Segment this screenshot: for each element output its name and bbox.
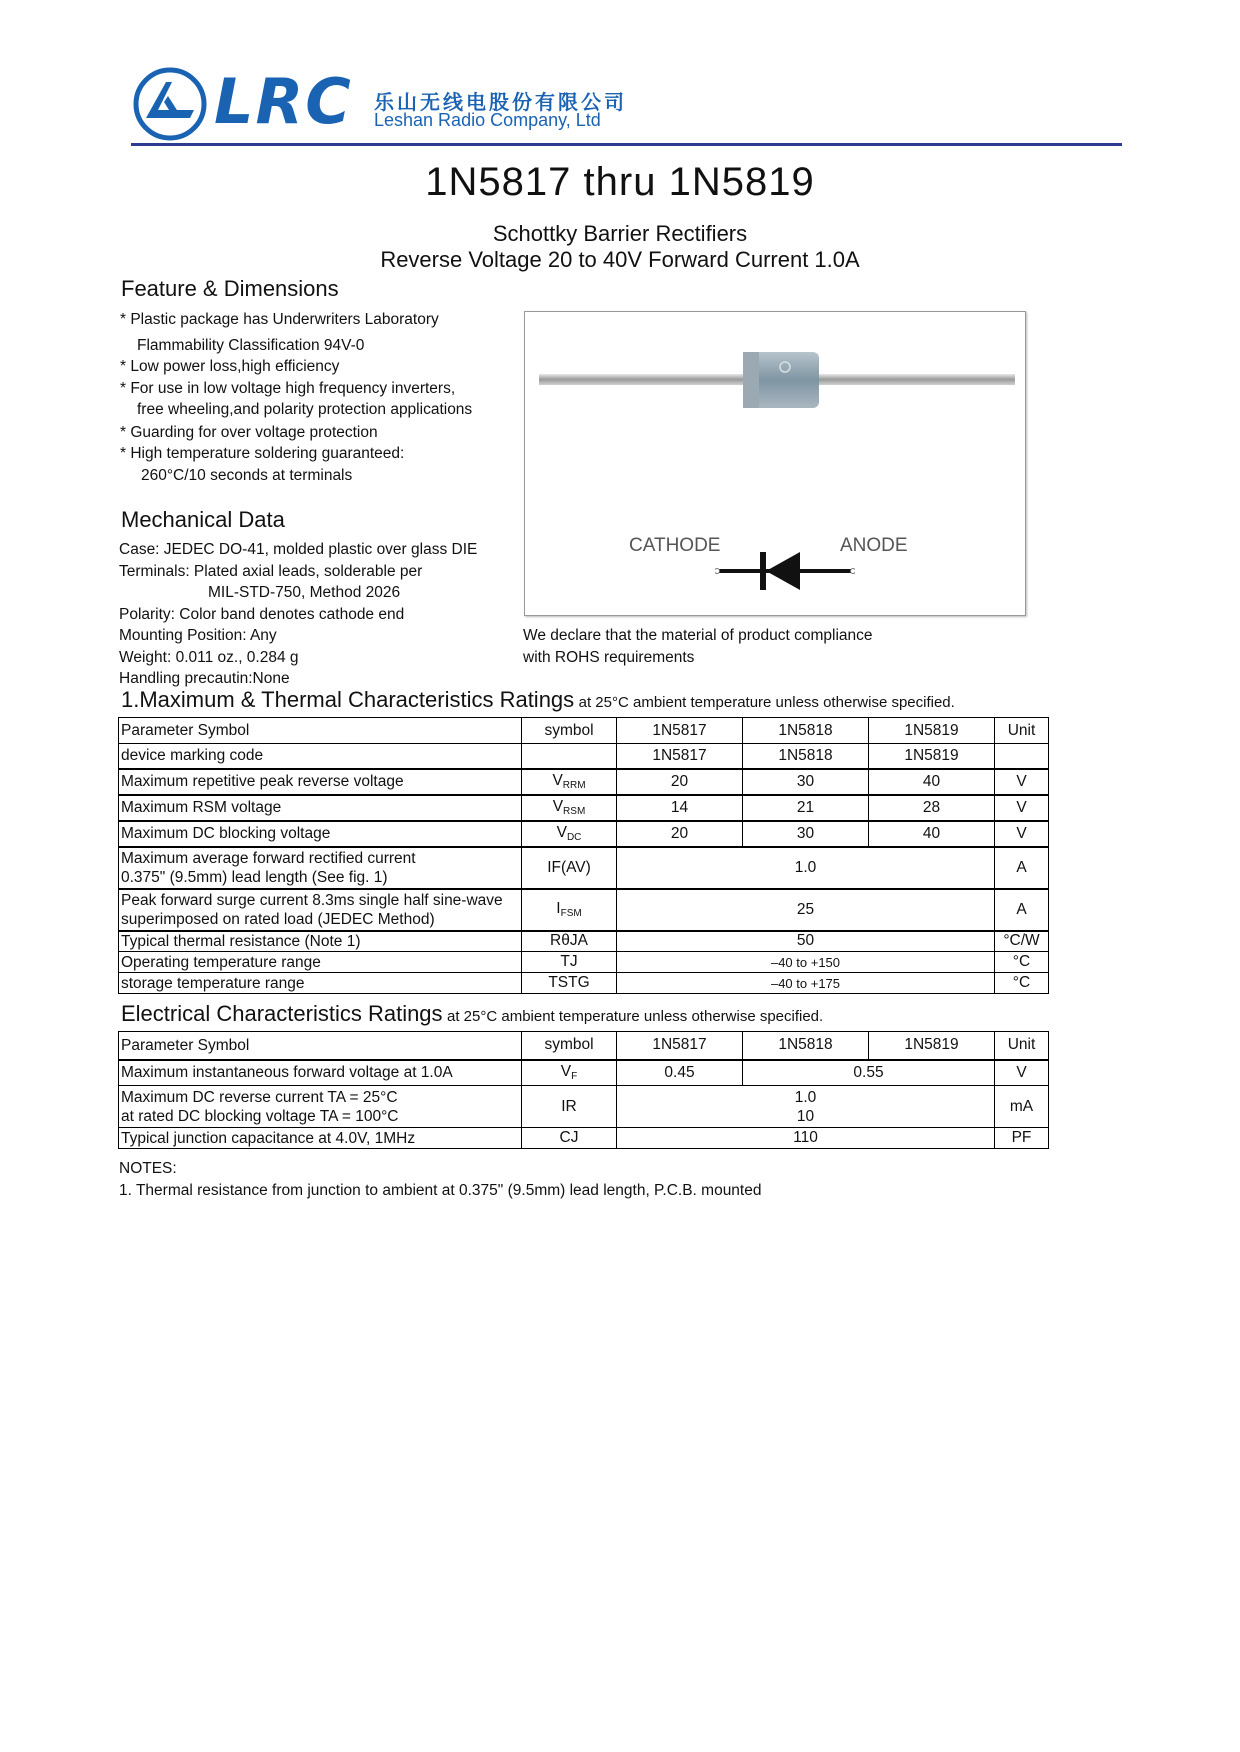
value-line: 1.0 — [794, 1088, 817, 1106]
param-line: Maximum DC reverse current TA = 25°C — [121, 1088, 398, 1106]
unit-cell: V — [995, 795, 1049, 821]
max-ratings-heading: 1.Maximum & Thermal Characteristics Ratings — [121, 687, 575, 712]
max-ratings-table — [118, 717, 1049, 994]
unit-cell: A — [995, 847, 1049, 889]
symbol-cell — [522, 889, 617, 931]
subtitle-ratings: Reverse Voltage 20 to 40V Forward Current 1.0A — [380, 247, 860, 272]
lrc-logo-mark — [132, 66, 208, 142]
value-cell: 110 — [617, 1128, 995, 1149]
param-cell — [119, 889, 522, 931]
mechanical-line: Terminals: Plated axial leads, solderable per — [119, 563, 423, 580]
param-line: 0.375" (9.5mm) lead length (See fig. 1) — [121, 868, 388, 886]
param-line: Peak forward surge current 8.3ms single half sine-wave — [121, 891, 503, 909]
feature-line: Flammability Classification 94V-0 — [137, 337, 365, 354]
mechanical-line: Polarity: Color band denotes cathode end — [119, 606, 405, 623]
table-row — [119, 973, 1049, 994]
header-cell: 1N5817 — [617, 718, 743, 744]
symbol-text: V — [552, 772, 563, 789]
param-cell: Typical junction capacitance at 4.0V, 1MHz — [119, 1128, 522, 1149]
company-name-english: Leshan Radio Company, Ltd — [374, 110, 601, 130]
param-cell: Maximum RSM voltage — [119, 795, 522, 821]
table-header-row — [119, 1032, 1049, 1060]
table-row — [119, 847, 1049, 889]
symbol-text: I — [556, 900, 561, 917]
table-row — [119, 931, 1049, 952]
header-cell: Unit — [995, 718, 1049, 744]
table-row — [119, 1128, 1049, 1149]
symbol-cell: CJ — [522, 1128, 617, 1149]
unit-cell: V — [995, 821, 1049, 847]
value-cell: –40 to +150 — [617, 952, 995, 973]
value-cell: –40 to +175 — [617, 973, 995, 994]
param-cell: Operating temperature range — [119, 952, 522, 973]
value-cell: 0.45 — [617, 1060, 743, 1086]
unit-cell: °C/W — [995, 931, 1049, 952]
param-cell — [119, 847, 522, 889]
mechanical-line: Handling precautin:None — [119, 670, 290, 687]
unit-cell: °C — [995, 952, 1049, 973]
header-cell: 1N5817 — [617, 1032, 743, 1060]
symbol-subscript: DC — [566, 832, 582, 843]
header-cell: Unit — [995, 1032, 1049, 1060]
header-cell: symbol — [522, 1032, 617, 1060]
symbol-cell: IR — [522, 1086, 617, 1128]
value-line: 10 — [796, 1107, 815, 1125]
feature-line: * High temperature soldering guaranteed: — [120, 445, 405, 462]
header-cell: 1N5818 — [743, 1032, 869, 1060]
value-cell: 1N5817 — [617, 744, 743, 769]
param-cell: Typical thermal resistance (Note 1) — [119, 931, 522, 952]
param-line: at rated DC blocking voltage TA = 100°C — [121, 1107, 399, 1125]
logo-text: LRC — [214, 65, 353, 138]
electrical-heading: Electrical Characteristics Ratings — [121, 1001, 443, 1026]
max-ratings-note: at 25°C ambient temperature unless otherwise specified. — [578, 694, 955, 711]
value-cell: 20 — [617, 821, 743, 847]
header-cell: Parameter Symbol — [119, 1032, 522, 1060]
feature-line: * Low power loss,high efficiency — [120, 358, 340, 375]
symbol-cell: TJ — [522, 952, 617, 973]
subtitle-device-type: Schottky Barrier Rectifiers — [492, 221, 748, 246]
header-cell: 1N5818 — [743, 718, 869, 744]
value-cell: 50 — [617, 931, 995, 952]
header-cell: symbol — [522, 718, 617, 744]
symbol-cell: RθJA — [522, 931, 617, 952]
mechanical-heading: Mechanical Data — [121, 507, 285, 532]
electrical-note: at 25°C ambient temperature unless otherwise specified. — [447, 1008, 824, 1025]
mechanical-line: Mounting Position: Any — [119, 627, 277, 644]
header-cell: Parameter Symbol — [119, 718, 522, 744]
anode-label: ANODE — [840, 535, 908, 556]
feature-line: * Guarding for over voltage protection — [120, 424, 378, 441]
electrical-heading-row — [121, 1001, 823, 1027]
notes-heading: NOTES: — [119, 1160, 177, 1177]
unit-cell: V — [995, 1060, 1049, 1086]
unit-cell: mA — [995, 1086, 1049, 1128]
symbol-subscript: RSM — [563, 806, 586, 817]
unit-cell: PF — [995, 1128, 1049, 1149]
rohs-statement-line: with ROHS requirements — [523, 649, 695, 666]
table-row — [119, 744, 1049, 769]
unit-cell: A — [995, 889, 1049, 931]
symbol-cell: IF(AV) — [522, 847, 617, 889]
feature-line: free wheeling,and polarity protection applications — [137, 401, 473, 418]
table-row — [119, 1086, 1049, 1128]
symbol-subscript: FSM — [560, 908, 582, 919]
electrical-table — [118, 1031, 1049, 1149]
param-line: superimposed on rated load (JEDEC Method) — [121, 910, 435, 928]
value-cell: 40 — [869, 821, 995, 847]
table-row — [119, 769, 1049, 795]
value-cell: 25 — [617, 889, 995, 931]
diode-photo — [524, 311, 1026, 616]
value-cell: 14 — [617, 795, 743, 821]
symbol-text: V — [552, 798, 564, 815]
feature-line: 260°C/10 seconds at terminals — [141, 467, 353, 484]
header-cell: 1N5819 — [869, 1032, 995, 1060]
value-cell: 1N5818 — [743, 744, 869, 769]
symbol-subscript: RRM — [562, 780, 586, 791]
max-ratings-heading-row — [121, 687, 955, 713]
company-name-chinese: 乐山无线电股份有限公司 — [374, 90, 627, 114]
mechanical-line: MIL-STD-750, Method 2026 — [208, 584, 401, 601]
table-header-row — [119, 718, 1049, 744]
unit-cell: °C — [995, 973, 1049, 994]
symbol-cell — [522, 744, 617, 769]
param-cell: Maximum repetitive peak reverse voltage — [119, 769, 522, 795]
param-cell: Maximum instantaneous forward voltage at 1.0A — [119, 1060, 522, 1086]
param-cell: storage temperature range — [119, 973, 522, 994]
param-cell: Maximum DC blocking voltage — [119, 821, 522, 847]
symbol-text: V — [560, 1063, 572, 1081]
header-rule — [131, 143, 1122, 146]
param-cell — [119, 1086, 522, 1128]
rohs-statement-line: We declare that the material of product compliance — [523, 627, 873, 644]
value-cell: 1.0 — [617, 847, 995, 889]
table-row — [119, 952, 1049, 973]
table-row — [119, 821, 1049, 847]
symbol-subscript: F — [571, 1071, 578, 1083]
unit-cell — [995, 744, 1049, 769]
symbol-text: V — [556, 824, 567, 841]
value-cell: 40 — [869, 769, 995, 795]
value-cell: 20 — [617, 769, 743, 795]
symbol-cell — [522, 1060, 617, 1086]
value-cell: 30 — [743, 821, 869, 847]
table-row — [119, 1060, 1049, 1086]
value-cell: 30 — [743, 769, 869, 795]
features-heading: Feature & Dimensions — [121, 276, 339, 301]
document-title: 1N5817 thru 1N5819 — [425, 160, 815, 204]
value-cell: 1N5819 — [869, 744, 995, 769]
feature-line: * For use in low voltage high frequency inverters, — [120, 380, 456, 397]
table-row — [119, 889, 1049, 931]
diode-symbol-icon — [715, 548, 855, 594]
symbol-cell: TSTG — [522, 973, 617, 994]
symbol-cell — [522, 821, 617, 847]
symbol-cell — [522, 769, 617, 795]
table-row — [119, 795, 1049, 821]
feature-line: * Plastic package has Underwriters Laboratory — [120, 311, 439, 328]
unit-cell: V — [995, 769, 1049, 795]
value-cell: 21 — [743, 795, 869, 821]
value-cell: 28 — [869, 795, 995, 821]
mechanical-line: Case: JEDEC DO-41, molded plastic over glass DIE — [119, 541, 478, 558]
value-cell — [617, 1086, 995, 1128]
mechanical-line: Weight: 0.011 oz., 0.284 g — [119, 649, 299, 666]
header-cell: 1N5819 — [869, 718, 995, 744]
cathode-label: CATHODE — [629, 535, 721, 556]
value-cell: 0.55 — [743, 1060, 995, 1086]
param-cell: device marking code — [119, 744, 522, 769]
note-1: 1. Thermal resistance from junction to ambient at 0.375" (9.5mm) lead length, P.C.B. mounted — [119, 1182, 762, 1199]
symbol-cell — [522, 795, 617, 821]
param-line: Maximum average forward rectified current — [121, 849, 416, 867]
